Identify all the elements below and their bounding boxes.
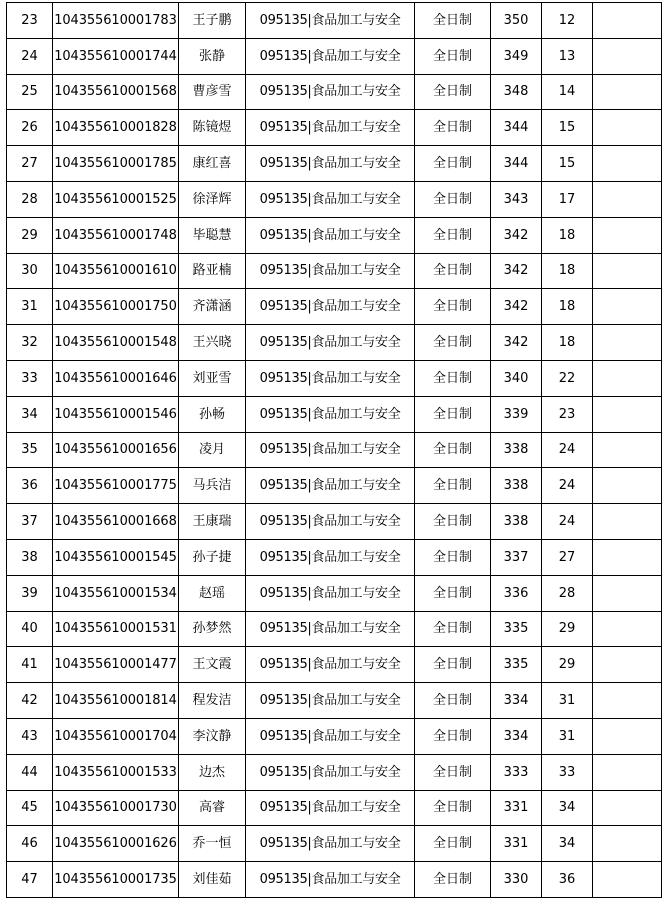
study-mode-cell: 全日制 — [415, 396, 491, 432]
remarks-cell — [593, 38, 662, 74]
exam-id-cell: 104355610001477 — [53, 647, 179, 683]
name-cell: 王文霞 — [179, 647, 246, 683]
score-cell: 342 — [491, 289, 542, 325]
study-mode-cell: 全日制 — [415, 754, 491, 790]
name-cell: 刘佳茹 — [179, 862, 246, 898]
rank-cell: 18 — [542, 289, 593, 325]
rank-cell: 14 — [542, 74, 593, 110]
study-mode-cell: 全日制 — [415, 181, 491, 217]
remarks-cell — [593, 253, 662, 289]
remarks-cell — [593, 718, 662, 754]
row-number-cell: 24 — [7, 38, 53, 74]
table-row — [7, 253, 662, 289]
major-cell: 095135|食品加工与安全 — [246, 181, 415, 217]
study-mode-cell: 全日制 — [415, 360, 491, 396]
major-cell: 095135|食品加工与安全 — [246, 683, 415, 719]
row-number-cell: 30 — [7, 253, 53, 289]
score-cell: 343 — [491, 181, 542, 217]
exam-id-cell: 104355610001735 — [53, 862, 179, 898]
remarks-cell — [593, 110, 662, 146]
major-cell: 095135|食品加工与安全 — [246, 396, 415, 432]
rank-cell: 23 — [542, 396, 593, 432]
remarks-cell — [593, 146, 662, 182]
exam-id-cell: 104355610001750 — [53, 289, 179, 325]
row-number-cell: 41 — [7, 647, 53, 683]
rank-cell: 13 — [542, 38, 593, 74]
score-cell: 337 — [491, 539, 542, 575]
remarks-cell — [593, 217, 662, 253]
name-cell: 王子鹏 — [179, 3, 246, 39]
row-number-cell: 32 — [7, 325, 53, 361]
remarks-cell — [593, 325, 662, 361]
remarks-cell — [593, 862, 662, 898]
rank-cell: 18 — [542, 217, 593, 253]
row-number-cell: 45 — [7, 790, 53, 826]
rank-cell: 17 — [542, 181, 593, 217]
name-cell: 李汶静 — [179, 718, 246, 754]
remarks-cell — [593, 539, 662, 575]
remarks-cell — [593, 396, 662, 432]
table-row — [7, 110, 662, 146]
study-mode-cell: 全日制 — [415, 146, 491, 182]
table-row — [7, 862, 662, 898]
study-mode-cell: 全日制 — [415, 647, 491, 683]
row-number-cell: 42 — [7, 683, 53, 719]
study-mode-cell: 全日制 — [415, 253, 491, 289]
study-mode-cell: 全日制 — [415, 539, 491, 575]
row-number-cell: 39 — [7, 575, 53, 611]
study-mode-cell: 全日制 — [415, 718, 491, 754]
rank-cell: 36 — [542, 862, 593, 898]
row-number-cell: 35 — [7, 432, 53, 468]
rank-cell: 27 — [542, 539, 593, 575]
table-row — [7, 181, 662, 217]
table-row — [7, 289, 662, 325]
row-number-cell: 36 — [7, 468, 53, 504]
score-cell: 331 — [491, 790, 542, 826]
remarks-cell — [593, 289, 662, 325]
exam-id-cell: 104355610001525 — [53, 181, 179, 217]
row-number-cell: 29 — [7, 217, 53, 253]
major-cell: 095135|食品加工与安全 — [246, 862, 415, 898]
major-cell: 095135|食品加工与安全 — [246, 146, 415, 182]
table-row — [7, 504, 662, 540]
major-cell: 095135|食品加工与安全 — [246, 38, 415, 74]
score-cell: 340 — [491, 360, 542, 396]
major-cell: 095135|食品加工与安全 — [246, 611, 415, 647]
major-cell: 095135|食品加工与安全 — [246, 468, 415, 504]
table-row — [7, 38, 662, 74]
study-mode-cell: 全日制 — [415, 611, 491, 647]
exam-id-cell: 104355610001785 — [53, 146, 179, 182]
score-cell: 334 — [491, 718, 542, 754]
major-cell: 095135|食品加工与安全 — [246, 217, 415, 253]
major-cell: 095135|食品加工与安全 — [246, 754, 415, 790]
name-cell: 高睿 — [179, 790, 246, 826]
score-cell: 349 — [491, 38, 542, 74]
name-cell: 王康瑞 — [179, 504, 246, 540]
score-cell: 339 — [491, 396, 542, 432]
exam-id-cell: 104355610001610 — [53, 253, 179, 289]
score-cell: 331 — [491, 826, 542, 862]
study-mode-cell: 全日制 — [415, 325, 491, 361]
exam-id-cell: 104355610001534 — [53, 575, 179, 611]
table-row — [7, 3, 662, 39]
study-mode-cell: 全日制 — [415, 468, 491, 504]
rank-cell: 18 — [542, 325, 593, 361]
name-cell: 曹彦雪 — [179, 74, 246, 110]
table-row — [7, 539, 662, 575]
table-row — [7, 826, 662, 862]
row-number-cell: 33 — [7, 360, 53, 396]
name-cell: 乔一恒 — [179, 826, 246, 862]
row-number-cell: 44 — [7, 754, 53, 790]
table-row — [7, 396, 662, 432]
table-row — [7, 611, 662, 647]
exam-id-cell: 104355610001548 — [53, 325, 179, 361]
exam-id-cell: 104355610001545 — [53, 539, 179, 575]
rank-cell: 15 — [542, 146, 593, 182]
row-number-cell: 26 — [7, 110, 53, 146]
rank-cell: 33 — [542, 754, 593, 790]
major-cell: 095135|食品加工与安全 — [246, 3, 415, 39]
major-cell: 095135|食品加工与安全 — [246, 432, 415, 468]
exam-id-cell: 104355610001704 — [53, 718, 179, 754]
exam-id-cell: 104355610001656 — [53, 432, 179, 468]
row-number-cell: 43 — [7, 718, 53, 754]
name-cell: 毕聪慧 — [179, 217, 246, 253]
study-mode-cell: 全日制 — [415, 110, 491, 146]
rank-cell: 34 — [542, 790, 593, 826]
major-cell: 095135|食品加工与安全 — [246, 575, 415, 611]
table-row — [7, 432, 662, 468]
exam-id-cell: 104355610001626 — [53, 826, 179, 862]
score-cell: 342 — [491, 325, 542, 361]
name-cell: 路亚楠 — [179, 253, 246, 289]
study-mode-cell: 全日制 — [415, 575, 491, 611]
name-cell: 刘亚雪 — [179, 360, 246, 396]
rank-cell: 28 — [542, 575, 593, 611]
remarks-cell — [593, 3, 662, 39]
exam-id-cell: 104355610001828 — [53, 110, 179, 146]
name-cell: 边杰 — [179, 754, 246, 790]
name-cell: 赵瑶 — [179, 575, 246, 611]
table-row — [7, 575, 662, 611]
row-number-cell: 27 — [7, 146, 53, 182]
table-row — [7, 790, 662, 826]
name-cell: 徐泽辉 — [179, 181, 246, 217]
remarks-cell — [593, 575, 662, 611]
exam-id-cell: 104355610001646 — [53, 360, 179, 396]
table-row — [7, 217, 662, 253]
score-cell: 348 — [491, 74, 542, 110]
score-cell: 334 — [491, 683, 542, 719]
name-cell: 孙梦然 — [179, 611, 246, 647]
score-cell: 338 — [491, 504, 542, 540]
study-mode-cell: 全日制 — [415, 289, 491, 325]
table-row — [7, 74, 662, 110]
major-cell: 095135|食品加工与安全 — [246, 718, 415, 754]
remarks-cell — [593, 181, 662, 217]
study-mode-cell: 全日制 — [415, 3, 491, 39]
rank-cell: 22 — [542, 360, 593, 396]
score-cell: 333 — [491, 754, 542, 790]
score-cell: 344 — [491, 146, 542, 182]
row-number-cell: 31 — [7, 289, 53, 325]
rank-cell: 31 — [542, 718, 593, 754]
name-cell: 孙子捷 — [179, 539, 246, 575]
remarks-cell — [593, 683, 662, 719]
rank-cell: 34 — [542, 826, 593, 862]
score-cell: 338 — [491, 468, 542, 504]
remarks-cell — [593, 826, 662, 862]
table-row — [7, 683, 662, 719]
score-cell: 335 — [491, 647, 542, 683]
table-row — [7, 360, 662, 396]
score-cell: 330 — [491, 862, 542, 898]
rank-cell: 12 — [542, 3, 593, 39]
exam-id-cell: 104355610001748 — [53, 217, 179, 253]
study-mode-cell: 全日制 — [415, 504, 491, 540]
row-number-cell: 37 — [7, 504, 53, 540]
exam-id-cell: 104355610001814 — [53, 683, 179, 719]
admission-list-table — [6, 2, 662, 898]
name-cell: 齐潇涵 — [179, 289, 246, 325]
row-number-cell: 46 — [7, 826, 53, 862]
exam-id-cell: 104355610001533 — [53, 754, 179, 790]
remarks-cell — [593, 754, 662, 790]
study-mode-cell: 全日制 — [415, 790, 491, 826]
name-cell: 凌月 — [179, 432, 246, 468]
major-cell: 095135|食品加工与安全 — [246, 360, 415, 396]
score-cell: 336 — [491, 575, 542, 611]
table-row — [7, 718, 662, 754]
name-cell: 马兵洁 — [179, 468, 246, 504]
exam-id-cell: 104355610001668 — [53, 504, 179, 540]
exam-id-cell: 104355610001546 — [53, 396, 179, 432]
name-cell: 陈镜煜 — [179, 110, 246, 146]
study-mode-cell: 全日制 — [415, 826, 491, 862]
remarks-cell — [593, 432, 662, 468]
table-row — [7, 468, 662, 504]
score-cell: 335 — [491, 611, 542, 647]
row-number-cell: 40 — [7, 611, 53, 647]
study-mode-cell: 全日制 — [415, 862, 491, 898]
remarks-cell — [593, 790, 662, 826]
exam-id-cell: 104355610001568 — [53, 74, 179, 110]
major-cell: 095135|食品加工与安全 — [246, 826, 415, 862]
table-body — [7, 3, 662, 898]
remarks-cell — [593, 360, 662, 396]
rank-cell: 18 — [542, 253, 593, 289]
exam-id-cell: 104355610001783 — [53, 3, 179, 39]
major-cell: 095135|食品加工与安全 — [246, 74, 415, 110]
name-cell: 程发洁 — [179, 683, 246, 719]
row-number-cell: 34 — [7, 396, 53, 432]
major-cell: 095135|食品加工与安全 — [246, 539, 415, 575]
major-cell: 095135|食品加工与安全 — [246, 110, 415, 146]
major-cell: 095135|食品加工与安全 — [246, 253, 415, 289]
rank-cell: 29 — [542, 647, 593, 683]
name-cell: 康红喜 — [179, 146, 246, 182]
remarks-cell — [593, 647, 662, 683]
study-mode-cell: 全日制 — [415, 217, 491, 253]
table-row — [7, 146, 662, 182]
name-cell: 孙畅 — [179, 396, 246, 432]
remarks-cell — [593, 504, 662, 540]
row-number-cell: 38 — [7, 539, 53, 575]
rank-cell: 31 — [542, 683, 593, 719]
table-row — [7, 647, 662, 683]
major-cell: 095135|食品加工与安全 — [246, 647, 415, 683]
remarks-cell — [593, 468, 662, 504]
remarks-cell — [593, 611, 662, 647]
study-mode-cell: 全日制 — [415, 683, 491, 719]
study-mode-cell: 全日制 — [415, 38, 491, 74]
major-cell: 095135|食品加工与安全 — [246, 289, 415, 325]
rank-cell: 24 — [542, 432, 593, 468]
major-cell: 095135|食品加工与安全 — [246, 790, 415, 826]
rank-cell: 29 — [542, 611, 593, 647]
study-mode-cell: 全日制 — [415, 432, 491, 468]
name-cell: 张静 — [179, 38, 246, 74]
score-cell: 338 — [491, 432, 542, 468]
table-row — [7, 325, 662, 361]
score-cell: 342 — [491, 253, 542, 289]
exam-id-cell: 104355610001730 — [53, 790, 179, 826]
row-number-cell: 23 — [7, 3, 53, 39]
score-cell: 350 — [491, 3, 542, 39]
exam-id-cell: 104355610001775 — [53, 468, 179, 504]
table-row — [7, 754, 662, 790]
row-number-cell: 28 — [7, 181, 53, 217]
study-mode-cell: 全日制 — [415, 74, 491, 110]
rank-cell: 24 — [542, 504, 593, 540]
major-cell: 095135|食品加工与安全 — [246, 325, 415, 361]
row-number-cell: 25 — [7, 74, 53, 110]
score-cell: 342 — [491, 217, 542, 253]
name-cell: 王兴晓 — [179, 325, 246, 361]
major-cell: 095135|食品加工与安全 — [246, 504, 415, 540]
exam-id-cell: 104355610001744 — [53, 38, 179, 74]
exam-id-cell: 104355610001531 — [53, 611, 179, 647]
rank-cell: 15 — [542, 110, 593, 146]
rank-cell: 24 — [542, 468, 593, 504]
score-cell: 344 — [491, 110, 542, 146]
row-number-cell: 47 — [7, 862, 53, 898]
remarks-cell — [593, 74, 662, 110]
